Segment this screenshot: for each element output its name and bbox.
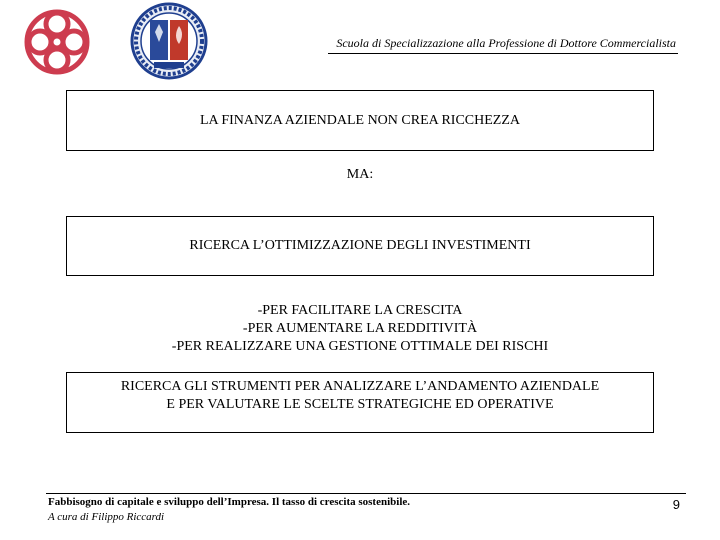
footer-title: Fabbisogno di capitale e sviluppo dell’Impresa. Il tasso di crescita sostenibile.	[48, 496, 411, 508]
objective-item: -PER AUMENTARE LA REDDITIVITÀ	[242, 321, 478, 336]
footer-divider	[46, 493, 686, 494]
objective-item: -PER FACILITARE LA CRESCITA	[257, 303, 463, 318]
page-number: 9	[672, 497, 680, 512]
connector-text: MA:	[346, 167, 374, 182]
header-divider	[328, 53, 678, 54]
objective-item: -PER REALIZZARE UNA GESTIONE OTTIMALE DEI RISCHI	[171, 339, 549, 354]
statement-text-2: RICERCA L’OTTIMIZZAZIONE DEGLI INVESTIMENTI	[189, 238, 531, 253]
objectives-list	[0, 302, 720, 356]
statement-text-1: LA FINANZA AZIENDALE NON CREA RICCHEZZA	[199, 112, 521, 128]
statement-box-3	[66, 372, 654, 433]
statement-box-2	[66, 216, 654, 276]
statement-text-3-line-1: RICERCA GLI STRUMENTI PER ANALIZZARE L’ANDAMENTO AZIENDALE	[120, 379, 600, 394]
statement-box-1	[66, 90, 654, 151]
header-title: Scuola di Specializzazione alla Professione di Dottore Commercialista	[336, 36, 676, 50]
footer-author: A cura di Filippo Riccardi	[48, 511, 165, 523]
university-seal-icon	[128, 2, 210, 80]
statement-text-3-line-2: E PER VALUTARE LE SCELTE STRATEGICHE ED OPERATIVE	[166, 397, 554, 412]
knot-emblem-icon	[16, 4, 98, 80]
